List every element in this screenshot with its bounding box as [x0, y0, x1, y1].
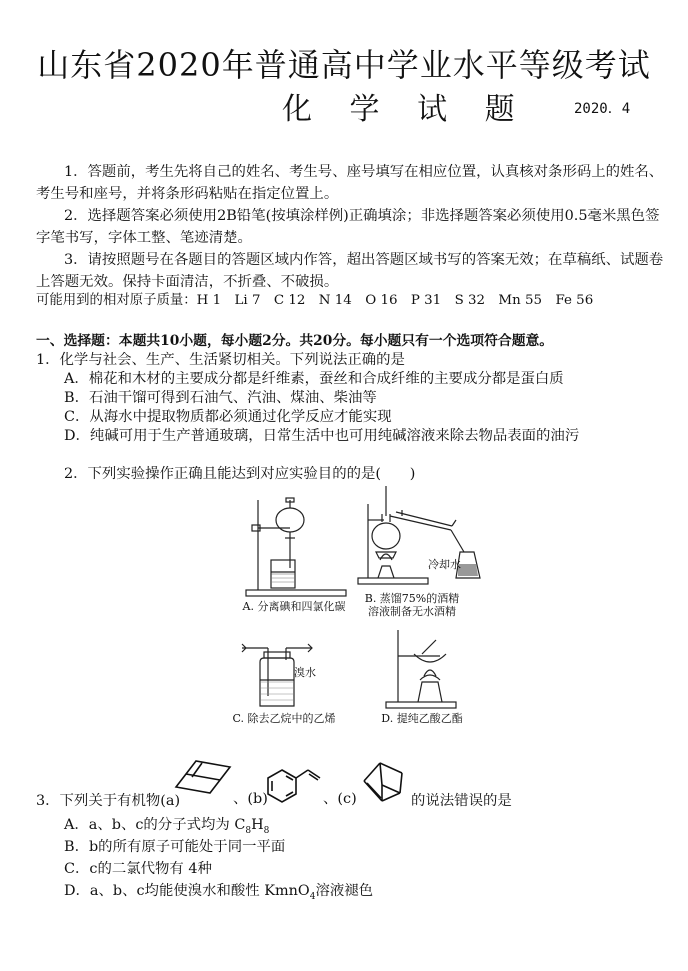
q1-option-d: D．纯碱可用于生产普通玻璃，日常生活中也可用纯碱溶液来除去物品表面的油污	[64, 428, 580, 444]
label-bromine-water: 溴水	[294, 666, 316, 679]
notice-1: 1．答题前，考生先将自己的姓名、考生号、座号填写在相应位置，认真核对条形码上的姓名、考生号和座号，并将条形码粘贴在指定位置上。	[36, 164, 664, 202]
apparatus-b-distillation	[356, 486, 496, 588]
q1-option-c: C．从海水中提取物质都必须通过化学反应才能实现	[64, 409, 392, 425]
caption-a: A. 分离碘和四氯化碳	[242, 600, 346, 613]
exam-title: 山东省2020年普通高中学业水平等级考试	[37, 46, 651, 84]
atomic-masses: 可能用到的相对原子质量：H 1 Li 7 C 12 N 14 O 16 P 31 S 32 Mn 55 Fe 56	[36, 293, 594, 308]
q3-stem-prefix: 3．下列关于有机物(a)	[36, 793, 181, 809]
q3-stem-suffix: 的说法错误的是	[411, 793, 512, 809]
q1-option-a: A．棉花和木材的主要成分都是纤维素，蚕丝和合成纤维的主要成分都是蛋白质	[64, 371, 564, 387]
q3-b-label: 、(b)	[233, 791, 268, 807]
q1-option-b: B．石油干馏可得到石油气、汽油、煤油、柴油等	[64, 390, 377, 406]
caption-b-line1: B. 蒸馏75%的酒精	[364, 592, 460, 605]
label-cooling-water: 冷却水	[428, 558, 461, 571]
q3-option-d-text: D．a、b、c均能使溴水和酸性 KmnO	[64, 883, 310, 899]
apparatus-d-evaporation	[384, 630, 474, 710]
q3-option-d-sub: 4	[309, 891, 316, 902]
q3-c-label: 、(c)	[323, 791, 357, 807]
notice-2: 2．选择题答案必须使用2B铅笔(按填涂样例)正确填涂；非选择题答案必须使用0.5毫米黑色签字笔书写，字体工整、笔迹清楚。	[36, 208, 660, 246]
q3-option-a-sub1: 8	[245, 825, 252, 836]
q3-option-a-h: H	[251, 817, 264, 833]
exam-date: 2020．4	[574, 101, 631, 117]
q3-option-a-text: A．a、b、c的分子式均为 C	[64, 817, 246, 833]
q3-option-c: C．c的二氯代物有 4种	[64, 861, 212, 877]
molecule-c-bicyclic	[360, 759, 408, 805]
section-heading: 一、选择题：本题共10小题，每小题2分。共20分。每小题只有一个选项符合题意。	[36, 333, 554, 349]
molecule-a-cubane-like	[174, 757, 232, 797]
molecule-b-styrene	[262, 764, 326, 808]
apparatus-a-separatory-funnel	[238, 498, 348, 598]
q3-option-d	[64, 881, 373, 907]
caption-b-line2: 溶液制备无水酒精	[368, 605, 456, 618]
q1-stem: 1．化学与社会、生产、生活紧切相关。下列说法正确的是	[36, 352, 405, 368]
q3-option-b: B．b的所有原子可能处于同一平面	[64, 839, 286, 855]
q3-option-d-suffix: 溶液褪色	[315, 883, 374, 899]
caption-c: C. 除去乙烷中的乙烯	[232, 712, 336, 725]
exam-subtitle: 化 学 试 题	[282, 92, 529, 127]
notice-3: 3．请按照题号在各题目的答题区域内作答，超出答题区域书写的答案无效；在草稿纸、试题卷上答题无效。保持卡面清洁，不折叠、不破损。	[36, 252, 664, 290]
caption-d: D. 提纯乙酸乙酯	[381, 712, 463, 725]
q2-stem: 2．下列实验操作正确且能达到对应实验目的的是( )	[64, 466, 416, 482]
q3-option-a-sub2: 8	[263, 825, 270, 836]
